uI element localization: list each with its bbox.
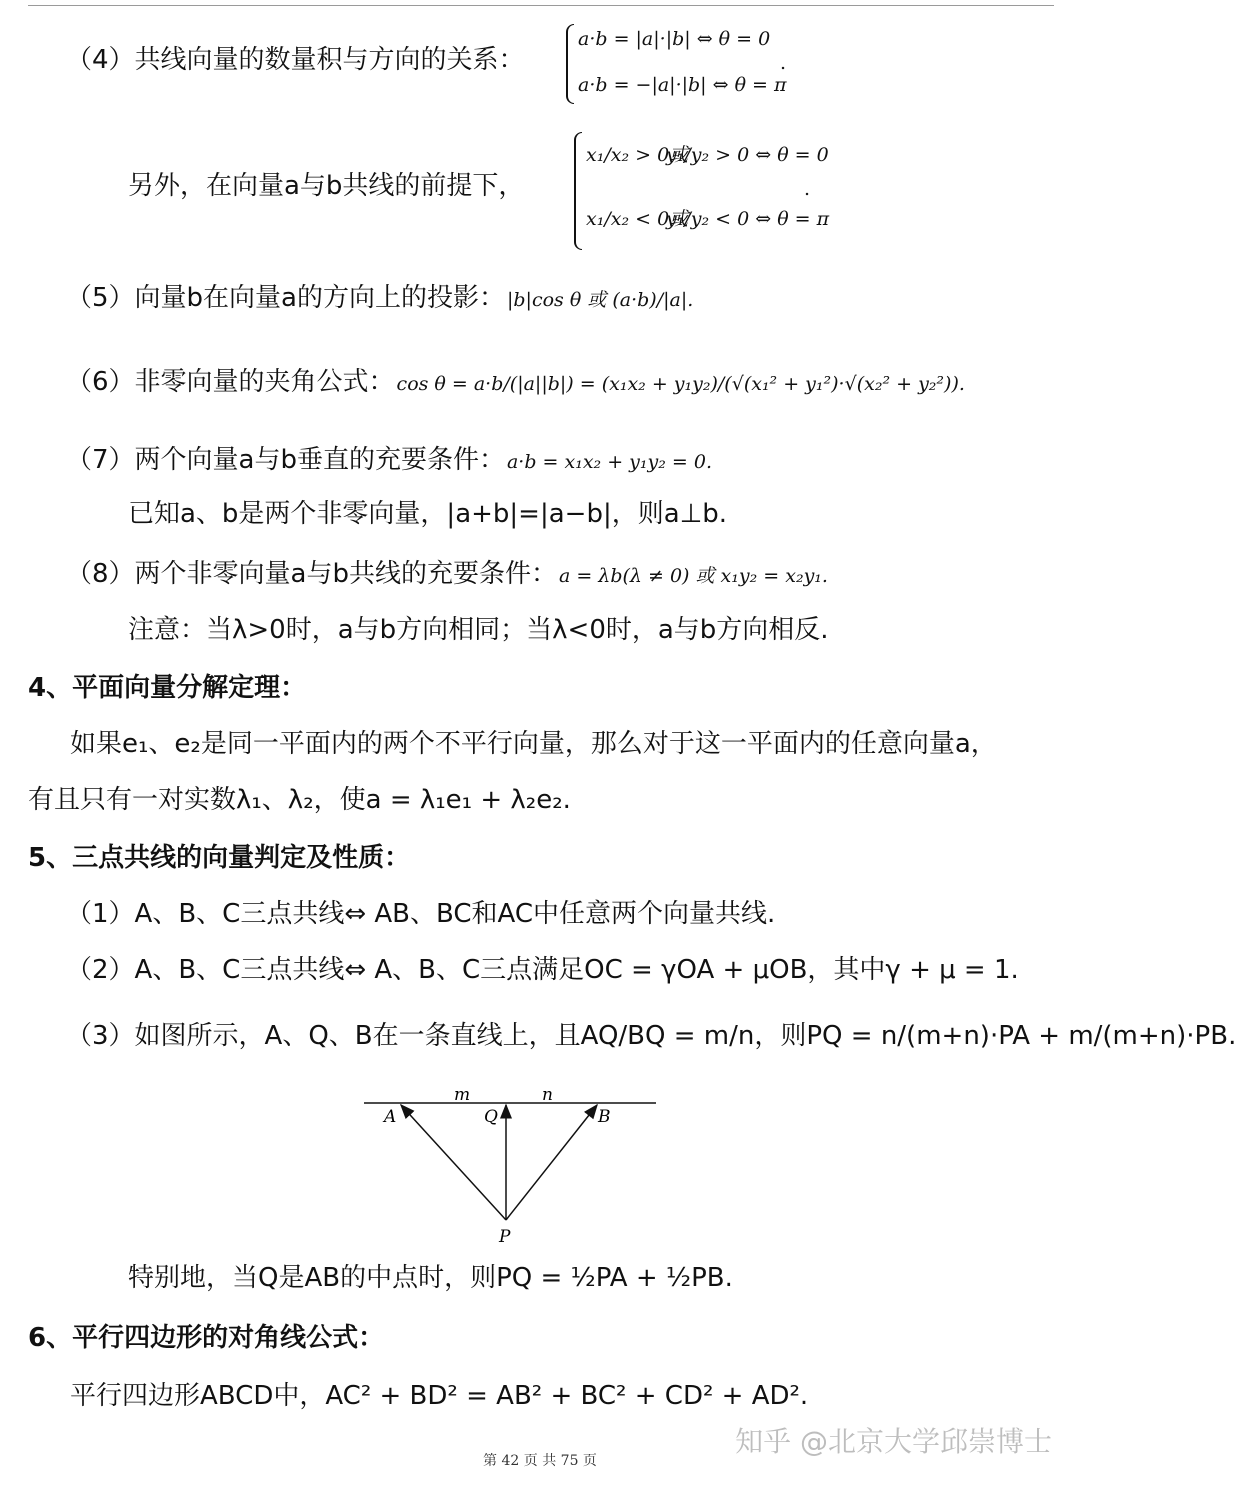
item-8-label: （8）两个非零向量a与b共线的充要条件：: [66, 559, 557, 589]
section-5-special: 特别地，当Q是AB的中点时，则PQ = ½PA + ½PB.: [128, 1263, 733, 1293]
section-4-para-2: 有且只有一对实数λ₁、λ₂，使a = λ₁e₁ + λ₂e₂.: [28, 785, 571, 815]
item-5-formula: |b|cos θ 或 (a·b)/|a|.: [506, 289, 694, 311]
left-brace: [566, 24, 574, 104]
item-8-formula: a = λb(λ ≠ 0) 或 x₁y₂ = x₂y₁.: [558, 565, 828, 587]
label-Q: Q: [484, 1107, 498, 1127]
case-row-left: x₁/x₂ < 0或: [586, 208, 689, 230]
label-P: P: [499, 1227, 511, 1247]
section-5-item-3: （3）如图所示，A、Q、B在一条直线上，且AQ/BQ = m/n，则PQ = n/(m+n)·PA + m/(m+n)·PB.: [66, 1021, 1236, 1051]
case-row-right: y₁/y₂ < 0 ⇔ θ = π: [666, 208, 830, 230]
section-5-item-2: （2）A、B、C三点共线⇔ A、B、C三点满足OC = γOA + μOB，其中γ + μ = 1.: [66, 955, 1019, 985]
item-8-note: 注意：当λ>0时，a与b方向相同；当λ<0时，a与b方向相反.: [128, 615, 829, 645]
collinear-figure: [360, 1080, 660, 1250]
item-6-formula: cos θ = a·b/(|a||b|) = (x₁x₂ + y₁y₂)/(√(x₁² + y₁²)·√(x₂² + y₂²)).: [396, 373, 965, 395]
item-5-label: （5）向量b在向量a的方向上的投影：: [66, 283, 505, 313]
case-row-right: y₁/y₂ > 0 ⇔ θ = 0: [666, 144, 829, 166]
item-4-extra-label: 另外，在向量a与b共线的前提下，: [128, 171, 525, 201]
item-5: [66, 280, 695, 318]
item-7: [66, 442, 714, 480]
label-B: B: [598, 1107, 611, 1127]
case-row-left: x₁/x₂ > 0或: [586, 144, 689, 166]
left-brace: [574, 132, 582, 250]
case-row: a·b = |a|·|b| ⇔ θ = 0: [578, 28, 771, 50]
page-footer: 第 42 页 共 75 页: [483, 1453, 597, 1469]
period: .: [804, 178, 811, 200]
section-5-heading: 5、三点共线的向量判定及性质：: [28, 843, 411, 873]
section-6-para: 平行四边形ABCD中，AC² + BD² = AB² + BC² + CD² + AD².: [70, 1381, 809, 1411]
label-A: A: [384, 1107, 397, 1127]
case-row: a·b = −|a|·|b| ⇔ θ = π: [578, 74, 787, 96]
item-6-label: （6）非零向量的夹角公式：: [66, 367, 395, 397]
section-5-item-1: （1）A、B、C三点共线⇔ AB、BC和AC中任意两个向量共线.: [66, 899, 776, 929]
item-7-label: （7）两个向量a与b垂直的充要条件：: [66, 445, 505, 475]
item-4-label: （4）共线向量的数量积与方向的关系：: [66, 45, 525, 75]
label-m: m: [454, 1085, 471, 1105]
item-7-formula: a·b = x₁x₂ + y₁y₂ = 0.: [506, 451, 713, 473]
vector-PB: [506, 1105, 597, 1220]
item-8: [66, 556, 830, 594]
section-4-para-1: 如果e₁、e₂是同一平面内的两个不平行向量，那么对于这一平面内的任意向量a，: [70, 729, 997, 759]
item-6: [66, 364, 967, 402]
label-n: n: [542, 1085, 553, 1105]
period: .: [780, 52, 787, 74]
item-7-extra: 已知a、b是两个非零向量，|a+b|=|a−b|，则a⊥b.: [128, 499, 728, 529]
section-6-heading: 6、平行四边形的对角线公式：: [28, 1323, 385, 1353]
top-rule: [28, 5, 1054, 6]
section-4-heading: 4、平面向量分解定理：: [28, 673, 307, 703]
watermark: 知乎 @北京大学邱崇博士: [735, 1425, 1052, 1458]
item-4-cases: [566, 22, 796, 106]
item-4-extra-cases: [574, 130, 830, 252]
